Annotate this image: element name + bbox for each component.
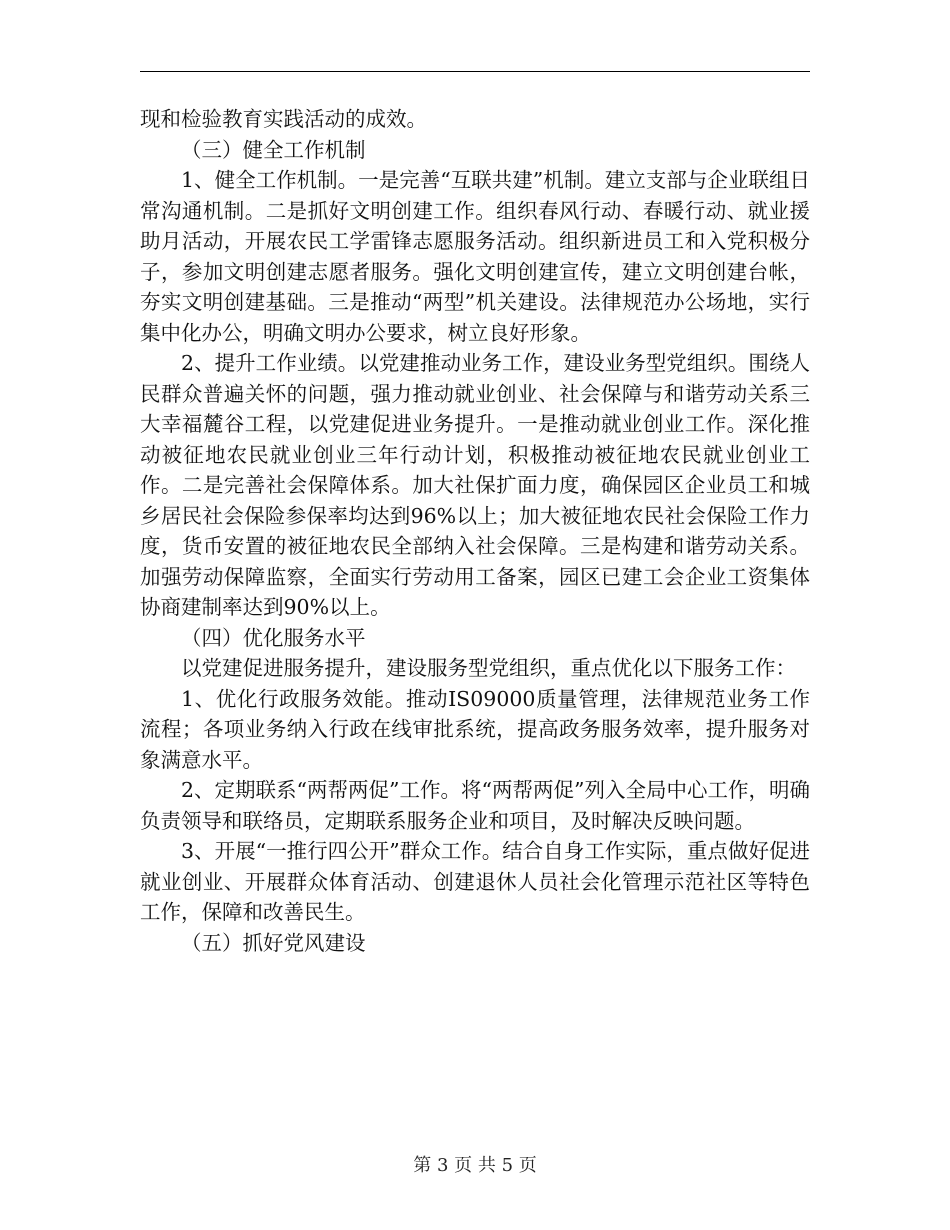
section-heading-3: （三）健全工作机制 bbox=[181, 137, 366, 162]
section-heading-5: （五）抓好党风建设 bbox=[181, 930, 366, 955]
header-rule bbox=[140, 71, 810, 72]
paragraph-liaison: 2、定期联系“两帮两促”工作。将“两帮两促”列入全局中心工作，明确负责领导和联络员，定期联系服务企业和项目，及时解决反映问题。 bbox=[140, 778, 810, 833]
paragraph-work-performance: 2、提升工作业绩。以党建推动业务工作，建设业务型党组织。围绕人民群众普遍关怀的问题，强力推动就业创业、社会保障与和谐劳动关系三大幸福麓谷工程，以党建促进业务提升。一是推动就业创业工作。深化推动被征地农民就业创业三年行动计划，积极推动被征地农民就业创业工作。二是完善社会保障体系。加大社保扩面力度，确保园区企业员工和城乡居民社会保险参保率均达到96%以上；加大被征地农民社会保险工作力度，货币安置的被征地农民全部纳入社会保障。三是构建和谐劳动关系。加强劳动保障监察，全面实行劳动用工备案，园区已建工会企业工资集体协商建制率达到90%以上。 bbox=[140, 351, 810, 619]
page-number: 第 3 页 共 5 页 bbox=[413, 1155, 537, 1176]
paragraph-work-mechanism: 1、健全工作机制。一是完善“互联共建”机制。建立支部与企业联组日常沟通机制。二是抓好文明创建工作。组织春风行动、春暖行动、就业援助月活动，开展农民工学雷锋志愿服务活动。组织新进员工和入党积极分子，参加文明创建志愿者服务。强化文明创建宣传，建立文明创建台帐，夯实文明创建基础。三是推动“两型”机关建设。法律规范办公场地，实行集中化办公，明确文明办公要求，树立良好形象。 bbox=[140, 168, 810, 345]
paragraph-continuation: 现和检验教育实践活动的成效。 bbox=[140, 107, 427, 131]
paragraph-mass-work: 3、开展“一推行四公开”群众工作。结合自身工作实际，重点做好促进就业创业、开展群众体育活动、创建退休人员社会化管理示范社区等特色工作，保障和改善民生。 bbox=[140, 839, 810, 924]
paragraph-admin-service: 1、优化行政服务效能。推动IS09000质量管理，法律规范业务工作流程；各项业务纳入行政在线审批系统，提高政务服务效率，提升服务对象满意水平。 bbox=[140, 686, 810, 772]
document-body bbox=[140, 104, 810, 958]
paragraph-service-intro: 以党建促进服务提升，建设服务型党组织，重点优化以下服务工作： bbox=[181, 656, 796, 680]
section-heading-4: （四）优化服务水平 bbox=[181, 625, 366, 650]
